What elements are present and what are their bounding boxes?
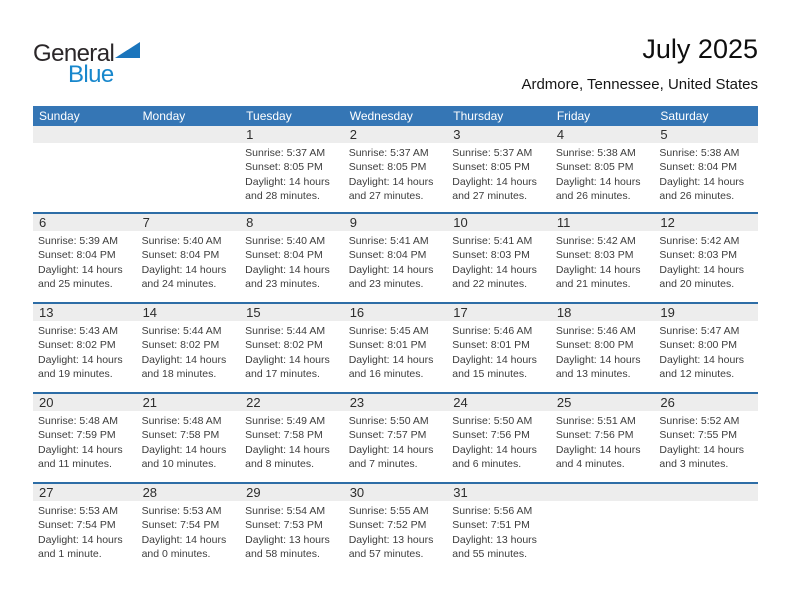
weekday-tuesday: Tuesday <box>246 109 292 123</box>
sunrise-text: Sunrise: 5:40 AM <box>141 235 222 247</box>
day-number: 8 <box>240 214 344 231</box>
day-cell <box>344 394 448 482</box>
sunrise-text: Sunrise: 5:41 AM <box>452 235 533 247</box>
sunset-text: Sunset: 8:02 PM <box>141 339 220 352</box>
sunset-text: Sunset: 8:05 PM <box>555 161 634 174</box>
daylight-text: Daylight: 14 hours and 19 minutes. <box>38 353 123 380</box>
sunset-text: Sunset: 7:52 PM <box>348 519 427 532</box>
day-details <box>33 501 137 561</box>
empty-day-cell <box>137 126 241 212</box>
sunset-text: Sunset: 8:04 PM <box>348 249 427 262</box>
day-cell <box>654 126 758 212</box>
day-details <box>447 411 551 471</box>
daylight-text: Daylight: 13 hours and 58 minutes. <box>245 533 330 560</box>
day-cell <box>447 394 551 482</box>
day-cell <box>240 304 344 392</box>
sunrise-text: Sunrise: 5:42 AM <box>659 235 740 247</box>
sunrise-text: Sunrise: 5:46 AM <box>555 325 636 337</box>
daylight-text: Daylight: 14 hours and 4 minutes. <box>555 443 641 470</box>
day-number: 11 <box>551 214 655 231</box>
sunrise-text: Sunrise: 5:38 AM <box>555 147 636 159</box>
day-details <box>33 411 137 471</box>
day-cell <box>137 304 241 392</box>
day-details <box>240 501 344 561</box>
daylight-text: Daylight: 14 hours and 20 minutes. <box>659 263 745 290</box>
day-details <box>654 143 758 203</box>
weekday-friday: Friday <box>556 109 591 123</box>
sunrise-text: Sunrise: 5:41 AM <box>348 235 429 247</box>
day-cell <box>551 126 655 212</box>
daylight-text: Daylight: 14 hours and 3 minutes. <box>659 443 745 470</box>
weekday-thursday: Thursday <box>453 109 504 123</box>
day-number: 6 <box>33 214 137 231</box>
daylight-text: Daylight: 14 hours and 0 minutes. <box>141 533 227 560</box>
day-cell <box>137 484 241 572</box>
weeks-container <box>33 126 758 572</box>
sunrise-text: Sunrise: 5:37 AM <box>245 147 326 159</box>
day-details <box>447 231 551 291</box>
day-details <box>137 321 241 381</box>
daylight-text: Daylight: 14 hours and 21 minutes. <box>555 263 641 290</box>
day-cell <box>240 484 344 572</box>
empty-day-cell <box>33 126 137 212</box>
day-cell <box>344 304 448 392</box>
day-number: 7 <box>137 214 241 231</box>
sunrise-text: Sunrise: 5:50 AM <box>348 415 429 427</box>
week-row <box>33 212 758 302</box>
day-number: 2 <box>344 126 448 143</box>
day-details <box>654 411 758 471</box>
day-details <box>551 143 655 203</box>
sunrise-text: Sunrise: 5:48 AM <box>141 415 222 427</box>
daylight-text: Daylight: 14 hours and 7 minutes. <box>348 443 434 470</box>
day-number: 16 <box>344 304 448 321</box>
day-cell <box>447 214 551 302</box>
day-details <box>137 501 241 561</box>
day-details <box>33 231 137 291</box>
sunrise-text: Sunrise: 5:50 AM <box>452 415 533 427</box>
day-cell <box>240 214 344 302</box>
day-details <box>240 143 344 203</box>
day-number: 13 <box>33 304 137 321</box>
sunset-text: Sunset: 8:03 PM <box>555 249 634 262</box>
day-number: 22 <box>240 394 344 411</box>
day-number <box>551 484 655 501</box>
sunset-text: Sunset: 8:02 PM <box>245 339 323 352</box>
day-cell <box>344 484 448 572</box>
day-number: 27 <box>33 484 137 501</box>
day-details <box>240 321 344 381</box>
daylight-text: Daylight: 14 hours and 23 minutes. <box>348 263 434 290</box>
sunrise-text: Sunrise: 5:43 AM <box>38 325 118 337</box>
sunset-text: Sunset: 8:03 PM <box>659 249 738 262</box>
day-number: 12 <box>654 214 758 231</box>
sunset-text: Sunset: 8:04 PM <box>245 249 323 262</box>
day-cell <box>137 394 241 482</box>
logo-text-general: General <box>33 40 115 67</box>
day-cell <box>240 126 344 212</box>
day-details <box>344 143 448 203</box>
header-titles <box>521 34 758 93</box>
sunrise-text: Sunrise: 5:55 AM <box>348 505 429 517</box>
day-number: 14 <box>137 304 241 321</box>
week-row <box>33 302 758 392</box>
day-number: 18 <box>551 304 655 321</box>
day-details <box>654 231 758 291</box>
daylight-text: Daylight: 14 hours and 16 minutes. <box>348 353 434 380</box>
day-number: 4 <box>551 126 655 143</box>
sunset-text: Sunset: 8:04 PM <box>659 161 738 174</box>
weekday-header-row <box>33 106 758 126</box>
sunrise-text: Sunrise: 5:45 AM <box>348 325 429 337</box>
weekday-sunday: Sunday <box>39 109 80 123</box>
day-number: 21 <box>137 394 241 411</box>
sunrise-text: Sunrise: 5:47 AM <box>659 325 740 337</box>
general-blue-logo <box>33 37 140 89</box>
daylight-text: Daylight: 14 hours and 26 minutes. <box>555 175 641 202</box>
day-number: 17 <box>447 304 551 321</box>
day-cell <box>551 394 655 482</box>
day-cell <box>447 304 551 392</box>
day-number: 3 <box>447 126 551 143</box>
weekday-monday: Monday <box>142 109 186 123</box>
sunset-text: Sunset: 7:56 PM <box>555 429 634 442</box>
sunrise-text: Sunrise: 5:56 AM <box>452 505 533 517</box>
sunset-text: Sunset: 8:00 PM <box>555 339 634 352</box>
daylight-text: Daylight: 14 hours and 17 minutes. <box>245 353 330 380</box>
weekday-saturday: Saturday <box>660 109 709 123</box>
sunrise-text: Sunrise: 5:53 AM <box>38 505 118 517</box>
day-number <box>137 126 241 143</box>
empty-day-cell <box>551 484 655 572</box>
day-cell <box>447 126 551 212</box>
daylight-text: Daylight: 14 hours and 22 minutes. <box>452 263 537 290</box>
daylight-text: Daylight: 13 hours and 57 minutes. <box>348 533 434 560</box>
day-cell <box>344 214 448 302</box>
sunset-text: Sunset: 7:51 PM <box>452 519 530 532</box>
sunrise-text: Sunrise: 5:44 AM <box>245 325 326 337</box>
day-number: 24 <box>447 394 551 411</box>
daylight-text: Daylight: 14 hours and 24 minutes. <box>141 263 227 290</box>
day-cell <box>551 214 655 302</box>
day-number: 31 <box>447 484 551 501</box>
empty-day-cell <box>654 484 758 572</box>
day-number: 30 <box>344 484 448 501</box>
day-number: 26 <box>654 394 758 411</box>
day-cell <box>33 214 137 302</box>
day-number: 9 <box>344 214 448 231</box>
sunset-text: Sunset: 8:01 PM <box>452 339 530 352</box>
daylight-text: Daylight: 14 hours and 27 minutes. <box>348 175 434 202</box>
sunset-text: Sunset: 7:58 PM <box>141 429 220 442</box>
calendar-table <box>33 106 758 572</box>
sunset-text: Sunset: 8:05 PM <box>348 161 427 174</box>
daylight-text: Daylight: 14 hours and 26 minutes. <box>659 175 745 202</box>
sunrise-text: Sunrise: 5:51 AM <box>555 415 636 427</box>
sunset-text: Sunset: 8:03 PM <box>452 249 530 262</box>
daylight-text: Daylight: 14 hours and 1 minute. <box>38 533 123 560</box>
day-cell <box>654 394 758 482</box>
page-subtitle: Ardmore, Tennessee, United States <box>521 76 758 93</box>
sunrise-text: Sunrise: 5:54 AM <box>245 505 326 517</box>
sunset-text: Sunset: 7:56 PM <box>452 429 530 442</box>
sunset-text: Sunset: 8:01 PM <box>348 339 427 352</box>
day-number: 23 <box>344 394 448 411</box>
day-details <box>654 321 758 381</box>
day-cell <box>551 304 655 392</box>
sunrise-text: Sunrise: 5:39 AM <box>38 235 118 247</box>
day-number: 25 <box>551 394 655 411</box>
day-number: 19 <box>654 304 758 321</box>
day-cell <box>654 304 758 392</box>
day-details <box>137 231 241 291</box>
day-details <box>137 411 241 471</box>
day-number: 28 <box>137 484 241 501</box>
sunset-text: Sunset: 8:05 PM <box>452 161 530 174</box>
sunset-text: Sunset: 8:04 PM <box>141 249 220 262</box>
sunrise-text: Sunrise: 5:40 AM <box>245 235 326 247</box>
sunrise-text: Sunrise: 5:38 AM <box>659 147 740 159</box>
daylight-text: Daylight: 14 hours and 18 minutes. <box>141 353 227 380</box>
day-details <box>551 411 655 471</box>
page-title: July 2025 <box>642 34 758 64</box>
logo-text-blue: Blue <box>68 61 114 88</box>
day-number <box>654 484 758 501</box>
day-number: 1 <box>240 126 344 143</box>
day-cell <box>137 214 241 302</box>
day-number: 29 <box>240 484 344 501</box>
day-number <box>33 126 137 143</box>
sunset-text: Sunset: 8:02 PM <box>38 339 116 352</box>
day-cell <box>447 484 551 572</box>
day-details <box>551 321 655 381</box>
day-details <box>551 231 655 291</box>
sunrise-text: Sunrise: 5:37 AM <box>452 147 533 159</box>
sunset-text: Sunset: 7:53 PM <box>245 519 323 532</box>
sunrise-text: Sunrise: 5:48 AM <box>38 415 118 427</box>
sunset-text: Sunset: 7:58 PM <box>245 429 323 442</box>
day-details <box>240 411 344 471</box>
day-cell <box>240 394 344 482</box>
logo-triangle-icon <box>115 37 140 65</box>
sunrise-text: Sunrise: 5:44 AM <box>141 325 222 337</box>
day-details <box>344 411 448 471</box>
sunset-text: Sunset: 7:54 PM <box>38 519 116 532</box>
day-cell <box>344 126 448 212</box>
day-number: 20 <box>33 394 137 411</box>
daylight-text: Daylight: 14 hours and 12 minutes. <box>659 353 745 380</box>
daylight-text: Daylight: 14 hours and 11 minutes. <box>38 443 123 470</box>
day-details <box>344 501 448 561</box>
day-details <box>344 231 448 291</box>
daylight-text: Daylight: 13 hours and 55 minutes. <box>452 533 537 560</box>
day-details <box>240 231 344 291</box>
daylight-text: Daylight: 14 hours and 23 minutes. <box>245 263 330 290</box>
day-cell <box>33 304 137 392</box>
daylight-text: Daylight: 14 hours and 8 minutes. <box>245 443 330 470</box>
sunset-text: Sunset: 8:04 PM <box>38 249 116 262</box>
sunset-text: Sunset: 7:59 PM <box>38 429 116 442</box>
day-number: 5 <box>654 126 758 143</box>
week-row <box>33 392 758 482</box>
daylight-text: Daylight: 14 hours and 28 minutes. <box>245 175 330 202</box>
daylight-text: Daylight: 14 hours and 27 minutes. <box>452 175 537 202</box>
week-row <box>33 126 758 212</box>
sunset-text: Sunset: 7:55 PM <box>659 429 738 442</box>
weekday-wednesday: Wednesday <box>349 109 413 123</box>
daylight-text: Daylight: 14 hours and 25 minutes. <box>38 263 123 290</box>
day-details <box>447 501 551 561</box>
daylight-text: Daylight: 14 hours and 6 minutes. <box>452 443 537 470</box>
daylight-text: Daylight: 14 hours and 15 minutes. <box>452 353 537 380</box>
sunrise-text: Sunrise: 5:37 AM <box>348 147 429 159</box>
sunset-text: Sunset: 8:05 PM <box>245 161 323 174</box>
day-details <box>447 143 551 203</box>
day-number: 15 <box>240 304 344 321</box>
day-cell <box>654 214 758 302</box>
day-cell <box>33 394 137 482</box>
sunset-text: Sunset: 8:00 PM <box>659 339 738 352</box>
sunrise-text: Sunrise: 5:46 AM <box>452 325 533 337</box>
sunset-text: Sunset: 7:57 PM <box>348 429 427 442</box>
day-details <box>344 321 448 381</box>
sunrise-text: Sunrise: 5:49 AM <box>245 415 326 427</box>
sunrise-text: Sunrise: 5:52 AM <box>659 415 740 427</box>
day-number: 10 <box>447 214 551 231</box>
week-row <box>33 482 758 572</box>
sunset-text: Sunset: 7:54 PM <box>141 519 220 532</box>
day-details <box>33 321 137 381</box>
day-details <box>447 321 551 381</box>
daylight-text: Daylight: 14 hours and 10 minutes. <box>141 443 227 470</box>
day-cell <box>33 484 137 572</box>
sunrise-text: Sunrise: 5:53 AM <box>141 505 222 517</box>
sunrise-text: Sunrise: 5:42 AM <box>555 235 636 247</box>
daylight-text: Daylight: 14 hours and 13 minutes. <box>555 353 641 380</box>
